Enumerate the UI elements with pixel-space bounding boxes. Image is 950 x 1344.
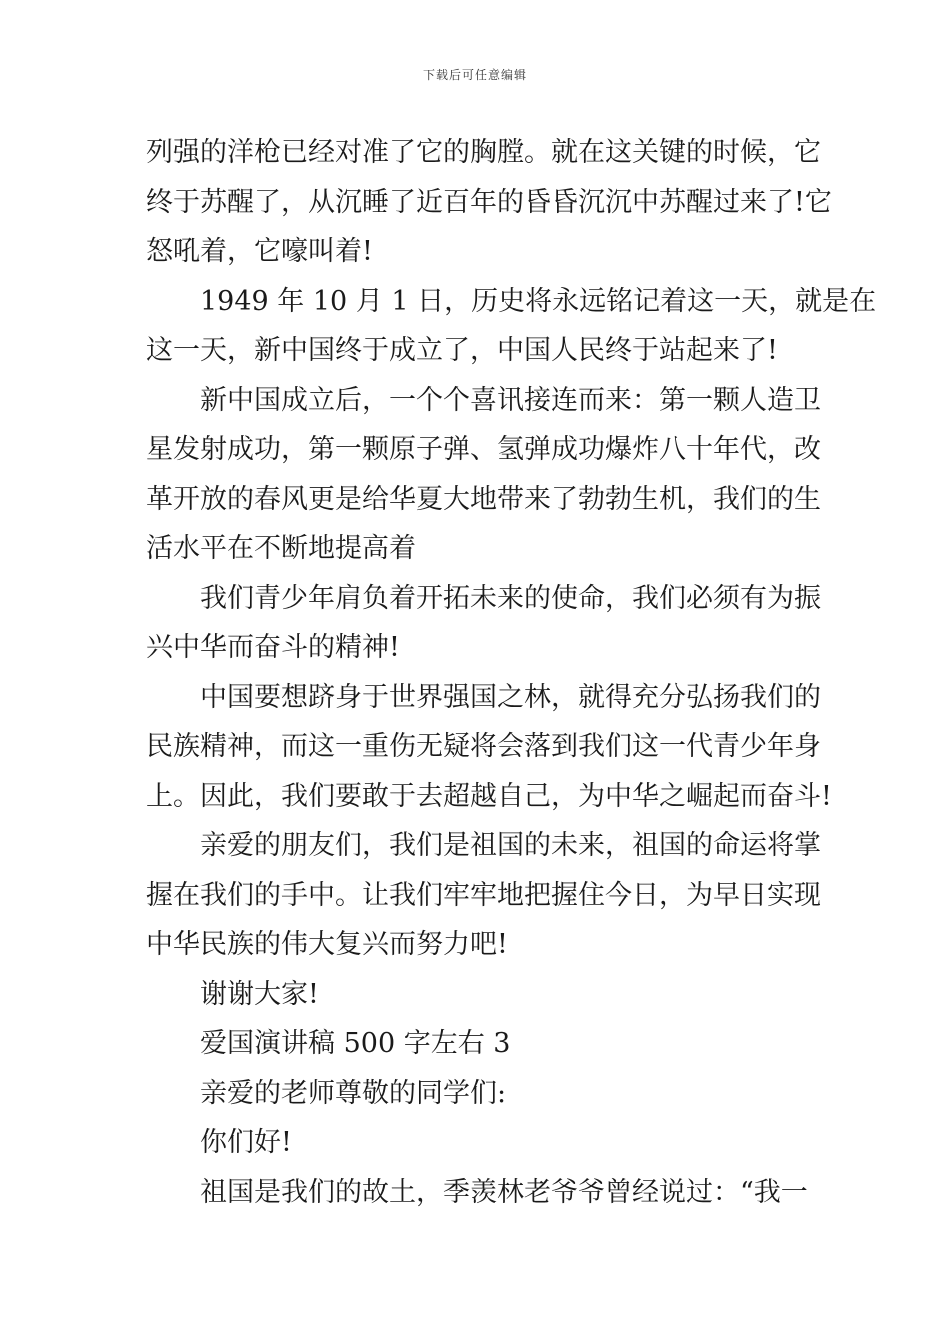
text-line: 你们好! [200, 1127, 292, 1158]
text-line: 握在我们的手中。让我们牢牢地把握住今日，为早日实现 [146, 879, 821, 911]
text-line: 兴中华而奋斗的精神! [146, 632, 400, 663]
body-text [146, 128, 877, 1217]
text-line: 民族精神，而这一重伤无疑将会落到我们这一代青少年身 [146, 731, 821, 762]
text-line: 我们青少年肩负着开拓未来的使命，我们必须有为振 [200, 582, 821, 614]
header-note: 下载后可任意编辑 [422, 68, 527, 82]
text-line: 亲爱的朋友们，我们是祖国的未来，祖国的命运将掌 [200, 830, 821, 861]
text-line: 终于苏醒了，从沉睡了近百年的昏昏沉沉中苏醒过来了!它 [146, 186, 832, 218]
text-line: 新中国成立后，一个个喜讯接连而来：第一颗人造卫 [200, 384, 821, 416]
text-line: 谢谢大家! [200, 978, 319, 1010]
text-line: 上。因此，我们要敢于去超越自己，为中华之崛起而奋斗! [146, 780, 832, 812]
text-line: 祖国是我们的故土，季羡林老爷爷曾经说过：“我一 [200, 1176, 808, 1208]
text-line: 亲爱的老师尊敬的同学们: [200, 1077, 507, 1109]
text-line: 爱国演讲稿 500 字左右 3 [200, 1028, 511, 1059]
text-line: 星发射成功，第一颗原子弹、氢弹成功爆炸八十年代，改 [146, 434, 821, 465]
text-line: 活水平在不断地提高着 [146, 533, 416, 564]
text-line: 中华民族的伟大复兴而努力吧! [146, 929, 508, 960]
text-line: 1949 年 10 月 1 日，历史将永远铭记着这一天，就是在 [200, 285, 877, 317]
text-line: 怒吼着，它嚎叫着! [146, 236, 373, 267]
text-line: 中国要想跻身于世界强国之林，就得充分弘扬我们的 [200, 681, 821, 713]
text-line: 革开放的春风更是给华夏大地带来了勃勃生机，我们的生 [146, 483, 821, 515]
text-line: 列强的洋枪已经对准了它的胸膛。就在这关键的时候，它 [146, 137, 821, 168]
text-line: 这一天，新中国终于成立了，中国人民终于站起来了! [146, 335, 778, 366]
